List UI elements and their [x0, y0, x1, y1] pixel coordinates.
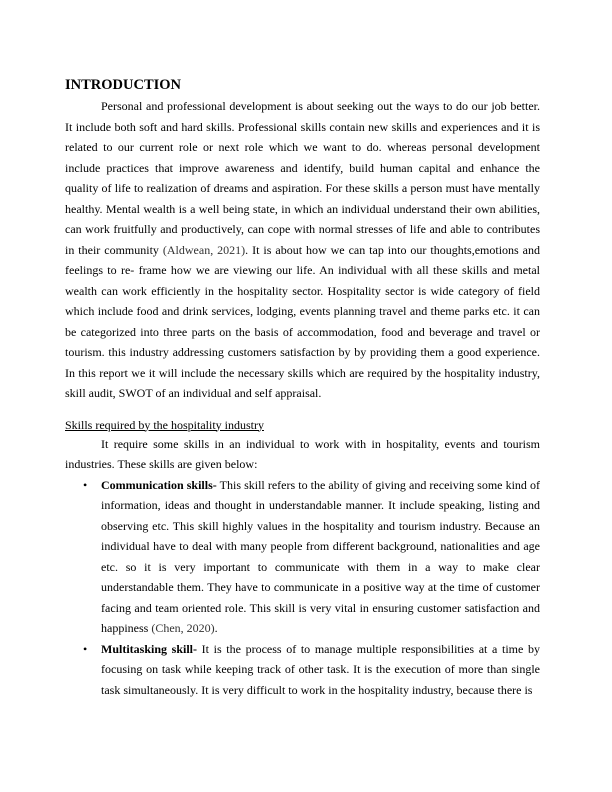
skills-subheading: Skills required by the hospitality industry	[65, 417, 264, 432]
intro-text-1: Personal and professional development is about seeking out the ways to do our job better. It include both soft and hard skills. Professional skills contain new skills and experiences and it is related to our current role or next role which we want to do. whereas personal development include practices that improve awareness and identify, build human capital and enhance the quality of life to realization of dreams and aspiration. For these skills a person must have mentally healthy. Mental wealth is a well being state, in which an individual understand their own abilities, can work fruitfully and productively, can cope with normal stresses of life and able to contributes in their community	[65, 99, 540, 257]
list-item	[65, 475, 540, 639]
bullet-icon: •	[83, 477, 88, 492]
intro-citation: (Aldwean, 2021)	[162, 242, 246, 257]
section-heading: INTRODUCTION	[65, 77, 182, 93]
skill-tail: .	[214, 621, 218, 635]
intro-paragraph	[65, 96, 540, 404]
skill-label: Communication skills-	[101, 477, 217, 492]
skills-list	[65, 475, 540, 701]
skill-text: This skill refers to the ability of giving and receiving some kind of information, ideas and thought in understandable manner. It include speaking, listing and observing etc. This skill highly values in the hospitality and tourism industry. Because an individual have to deal with many people from different background, nationalities and age etc. so it is very important to communicate with them in a way to make clear understandable them. They have to communicate in a positive way at the time of customer facing and team oriented role. This skill is very vital in ensuring customer satisfaction and happiness	[101, 477, 540, 635]
skill-citation: (Chen, 2020)	[151, 621, 215, 635]
bullet-icon: •	[83, 641, 88, 656]
skill-label: Multitasking skill-	[101, 641, 197, 656]
skills-intro-paragraph: It require some skills in an individual to work with in hospitality, events and tourism industries. These skills are given below:	[65, 436, 540, 471]
skill-text: It is the process of to manage multiple responsibilities at a time by focusing on task while keeping track of other task. It is the execution of more than single task simultaneously. It is very difficult to work in the hospitality industry, because there is	[101, 641, 540, 697]
document-page	[65, 76, 540, 700]
intro-text-2: . It is about how we can tap into our thoughts,emotions and feelings to re- frame how we are viewing our life. An individual with all these skills and metal wealth can work efficiently in the hospitality sector. Hospitality sector is wide category of field which include food and drink services, lodging, events planning travel and theme parks etc. it can be categorized into three parts on the basis of accommodation, food and beverage and travel or tourism. this industry addressing customers satisfaction by by providing them a good experience. In this report we it will include the necessary skills which are required by the hospitality industry, skill audit, SWOT of an individual and self appraisal.	[65, 242, 541, 400]
list-item	[65, 639, 540, 701]
